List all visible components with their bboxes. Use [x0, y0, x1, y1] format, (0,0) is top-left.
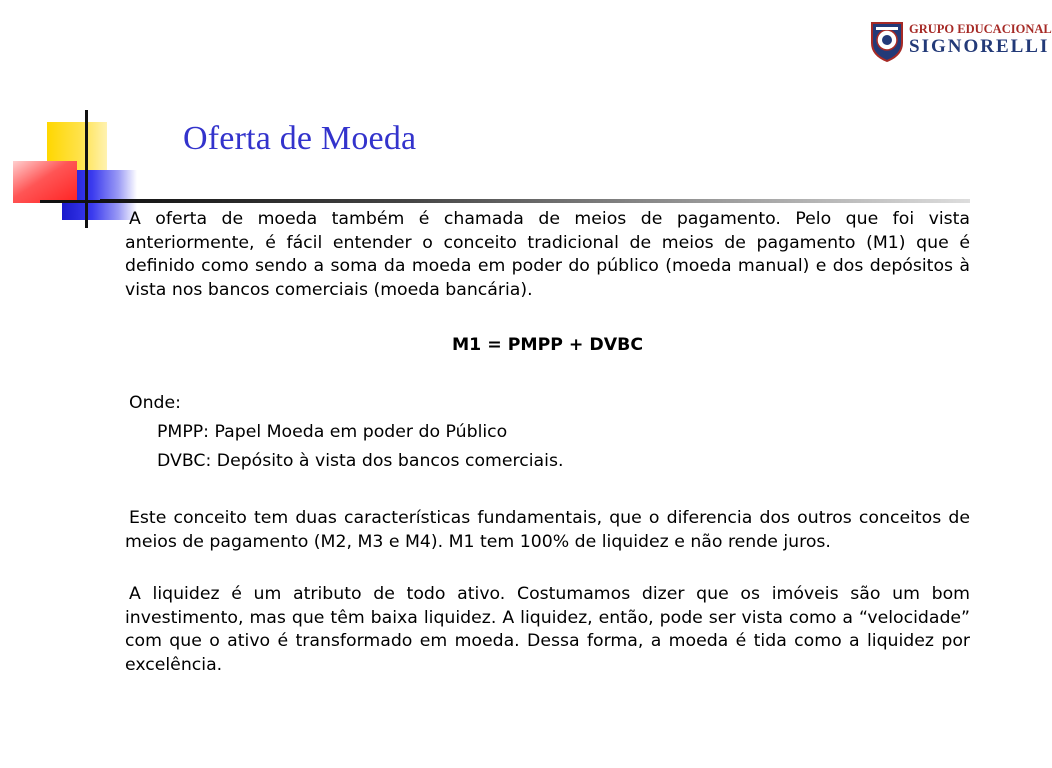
paragraph-conceito-m1: Este conceito tem duas características fundamentais, que o diferencia dos outros conceitos de meios de pagamento (M2, M3 e M4). M1 tem 100% de liquidez e não rende juros.	[125, 508, 970, 552]
slide-title: Oferta de Moeda	[183, 120, 417, 157]
signorelli-logo	[868, 16, 1052, 66]
where-label: Onde:	[129, 393, 181, 413]
title-divider	[100, 199, 970, 203]
paragraph-oferta-de-moeda: A oferta de moeda também é chamada de meios de pagamento. Pelo que foi vista anteriormente, é fácil entender o conceito tradicional de meios de pagamento (M1) que é definido como sendo a soma da moeda em poder do público (moeda manual) e dos depósitos à vista nos bancos comerciais (moeda bancária).	[125, 209, 970, 300]
definition-pmpp: PMPP: Papel Moeda em poder do Público	[157, 422, 508, 442]
definition-dvbc: DVBC: Depósito à vista dos bancos comerciais.	[157, 451, 564, 471]
decorative-vertical-line	[85, 110, 88, 228]
formula-m1: M1 = PMPP + DVBC	[451, 335, 643, 355]
logo-brand-text: SIGNORELLI	[909, 36, 1050, 57]
paragraph-liquidez: A liquidez é um atributo de todo ativo. Costumamos dizer que os imóveis são um bom investimento, mas que têm baixa liquidez. A liquidez, então, pode ser vista como a “velocidade” com que o ativo é transformado em moeda. Dessa forma, a moeda é tida como a liquidez por excelência.	[125, 584, 970, 675]
shield-emblem-icon	[868, 19, 906, 63]
decorative-red-block	[13, 161, 77, 203]
logo-group-text: GRUPO EDUCACIONAL	[909, 22, 1052, 36]
